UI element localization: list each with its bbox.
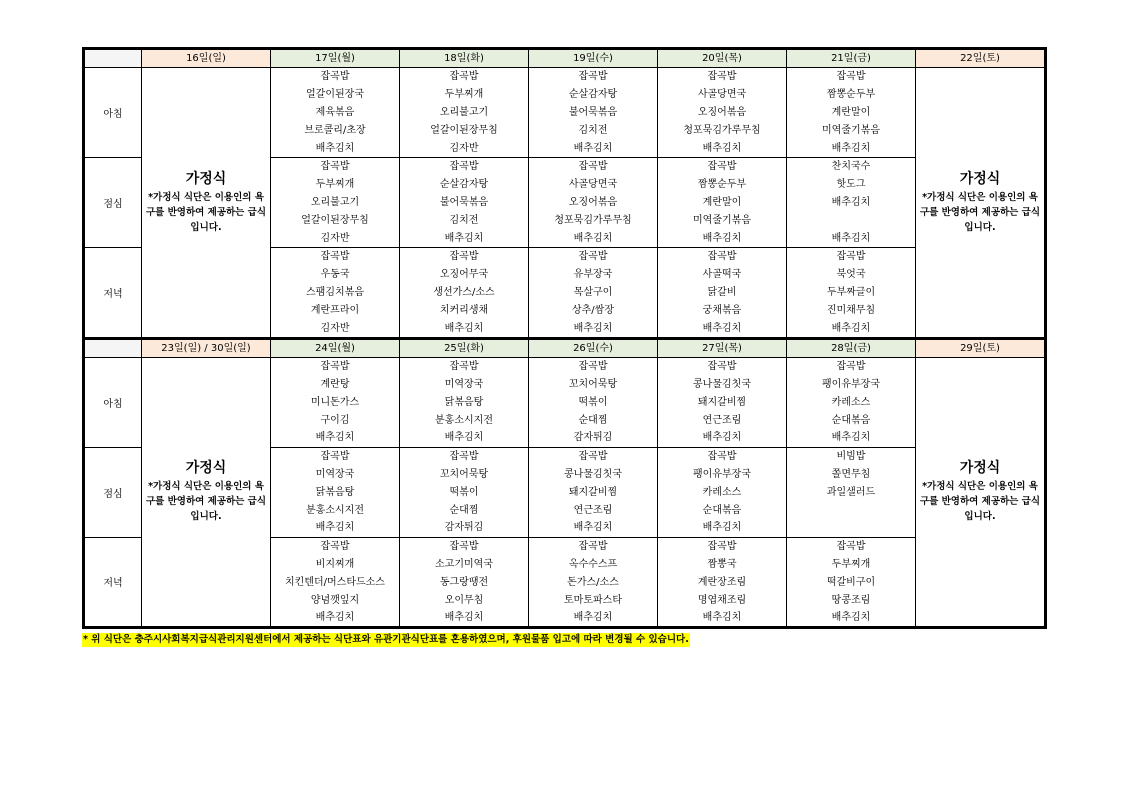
saturday-header: 22일(토) [916, 49, 1046, 68]
dish-cell: 옥수수스프 [529, 555, 658, 573]
dish-cell: 배추김치 [529, 320, 658, 339]
dish-cell: 두부찌개 [271, 176, 400, 194]
dish-cell: 오징어볶음 [529, 194, 658, 212]
meal-label-lunch: 점심 [84, 447, 142, 537]
dish-cell: 청포묵김가루무침 [529, 212, 658, 230]
dish-cell: 비빔밥 [787, 447, 916, 465]
meal-label-breakfast: 아침 [84, 68, 142, 158]
dish-cell: 배추김치 [787, 429, 916, 447]
dish-cell: 배추김치 [529, 609, 658, 628]
dish-cell: 오리불고기 [271, 194, 400, 212]
home-meal-title: 가정식 [185, 460, 227, 477]
dish-cell: 분홍소시지전 [271, 501, 400, 519]
corner-cell [84, 338, 142, 357]
dish-cell: 분홍소시지전 [400, 411, 529, 429]
saturday-home-meal [916, 68, 1046, 339]
dish-cell: 진미채무침 [787, 302, 916, 320]
dish-cell: 카레소스 [787, 393, 916, 411]
dish-cell: 목살구이 [529, 284, 658, 302]
week-header-row [84, 49, 1046, 68]
dish-cell: 배추김치 [787, 230, 916, 248]
home-meal-title: 가정식 [959, 460, 1001, 477]
dish-cell: 잡곡밥 [529, 158, 658, 176]
dish-cell: 잡곡밥 [787, 537, 916, 555]
dish-cell: 잡곡밥 [400, 357, 529, 375]
day-header: 17일(월) [271, 49, 400, 68]
dish-cell: 팽이유부장국 [658, 465, 787, 483]
dish-cell: 잡곡밥 [787, 357, 916, 375]
menu-table-body [84, 49, 1046, 628]
dish-cell: 계란말이 [787, 104, 916, 122]
dish-cell: 잡곡밥 [400, 68, 529, 86]
dish-cell: 배추김치 [787, 194, 916, 212]
dish-cell: 계란말이 [658, 194, 787, 212]
dish-cell: 불어묵볶음 [529, 104, 658, 122]
dish-cell: 배추김치 [787, 609, 916, 628]
dish-cell: 비지찌개 [271, 555, 400, 573]
dish-cell: 배추김치 [787, 140, 916, 158]
dish-cell: 짬뽕국 [658, 555, 787, 573]
dish-cell: 잡곡밥 [529, 357, 658, 375]
dish-cell: 돼지갈비찜 [658, 393, 787, 411]
dish-cell: 잡곡밥 [529, 248, 658, 266]
dish-cell: 배추김치 [787, 320, 916, 339]
home-meal-title: 가정식 [959, 170, 1001, 187]
dish-cell: 순대볶음 [658, 501, 787, 519]
saturday-home-meal [916, 357, 1046, 628]
dish-cell: 잡곡밥 [529, 447, 658, 465]
dish-cell: 닭볶음탕 [400, 393, 529, 411]
dish-cell: 돈가스/소스 [529, 573, 658, 591]
dish-cell: 배추김치 [529, 140, 658, 158]
dish-cell: 잡곡밥 [271, 158, 400, 176]
dish-cell: 짬뽕순두부 [658, 176, 787, 194]
home-meal-desc: *가정식 식단은 이용인의 욕구를 반영하여 제공하는 급식입니다. [919, 191, 1041, 233]
dish-cell: 잡곡밥 [529, 68, 658, 86]
dish-cell: 사골떡국 [658, 266, 787, 284]
dish-cell: 두부찌개 [787, 555, 916, 573]
dish-cell: 꼬치어묵탕 [529, 375, 658, 393]
dish-cell: 배추김치 [271, 429, 400, 447]
dish-cell: 미니돈가스 [271, 393, 400, 411]
dish-cell: 카레소스 [658, 483, 787, 501]
dish-cell: 잡곡밥 [271, 447, 400, 465]
dish-cell: 토마토파스타 [529, 591, 658, 609]
dish-cell: 배추김치 [658, 609, 787, 628]
dish-cell: 두부짜글이 [787, 284, 916, 302]
dish-cell: 잡곡밥 [271, 537, 400, 555]
dish-cell: 잡곡밥 [658, 357, 787, 375]
dish-cell: 떡갈비구이 [787, 573, 916, 591]
home-meal-desc: *가정식 식단은 이용인의 욕구를 반영하여 제공하는 급식입니다. [145, 191, 267, 233]
dish-cell: 배추김치 [400, 230, 529, 248]
dish-cell: 잡곡밥 [400, 158, 529, 176]
dish-cell: 배추김치 [271, 609, 400, 628]
dish-cell: 잡곡밥 [787, 68, 916, 86]
sunday-home-meal [142, 357, 271, 628]
dish-cell: 사골당면국 [529, 176, 658, 194]
dish-cell: 콩나물김칫국 [529, 465, 658, 483]
home-meal-title: 가정식 [185, 170, 227, 187]
dish-cell: 미역줄기볶음 [658, 212, 787, 230]
dish-cell: 배추김치 [529, 519, 658, 537]
dish-cell: 불어묵볶음 [400, 194, 529, 212]
dish-cell: 양념깻잎지 [271, 591, 400, 609]
day-header: 27일(목) [658, 338, 787, 357]
meal-label-dinner: 저녁 [84, 248, 142, 339]
dish-cell: 잡곡밥 [658, 447, 787, 465]
dish-cell: 잡곡밥 [658, 158, 787, 176]
sunday-home-meal [142, 68, 271, 339]
sunday-header: 16일(일) [142, 49, 271, 68]
dish-cell: 잡곡밥 [400, 447, 529, 465]
dish-cell: 얼갈이된장무침 [400, 122, 529, 140]
dish-cell: 잡곡밥 [787, 248, 916, 266]
dish-cell: 계란장조림 [658, 573, 787, 591]
dish-cell [787, 212, 916, 230]
dish-cell: 김치전 [529, 122, 658, 140]
dish-cell: 얼갈이된장국 [271, 86, 400, 104]
day-header: 24일(월) [271, 338, 400, 357]
dish-cell: 잡곡밥 [658, 248, 787, 266]
dish-cell: 잡곡밥 [271, 357, 400, 375]
dish-cell: 배추김치 [658, 230, 787, 248]
dish-cell: 미역장국 [400, 375, 529, 393]
home-meal-desc: *가정식 식단은 이용인의 욕구를 반영하여 제공하는 급식입니다. [919, 481, 1041, 523]
dish-cell: 브로콜리/초장 [271, 122, 400, 140]
day-header: 21일(금) [787, 49, 916, 68]
dish-cell [787, 519, 916, 537]
day-header: 28일(금) [787, 338, 916, 357]
day-header: 25일(화) [400, 338, 529, 357]
dish-cell: 꼬치어묵탕 [400, 465, 529, 483]
dish-cell: 김자반 [271, 320, 400, 339]
dish-cell: 김자반 [400, 140, 529, 158]
meal-label-lunch: 점심 [84, 158, 142, 248]
dish-cell: 청포묵김가루무침 [658, 122, 787, 140]
sunday-header: 23일(일) / 30일(일) [142, 338, 271, 357]
dish-cell: 감자튀김 [529, 429, 658, 447]
dish-cell: 잡곡밥 [529, 537, 658, 555]
dish-cell: 동그랑땡전 [400, 573, 529, 591]
dish-cell: 순살감자탕 [400, 176, 529, 194]
dish-cell: 배추김치 [658, 140, 787, 158]
dish-cell: 팽이유부장국 [787, 375, 916, 393]
dish-cell: 얼갈이된장무침 [271, 212, 400, 230]
dish-cell: 상추/쌈장 [529, 302, 658, 320]
dish-cell: 닭볶음탕 [271, 483, 400, 501]
dish-cell: 김치전 [400, 212, 529, 230]
dish-cell: 명엽채조림 [658, 591, 787, 609]
day-header: 18일(화) [400, 49, 529, 68]
dish-cell: 잡곡밥 [400, 537, 529, 555]
dish-cell: 배추김치 [400, 429, 529, 447]
dish-cell: 잡곡밥 [271, 68, 400, 86]
meal-label-breakfast: 아침 [84, 357, 142, 447]
dish-cell: 오징어볶음 [658, 104, 787, 122]
dish-cell: 미역장국 [271, 465, 400, 483]
dish-cell: 제육볶음 [271, 104, 400, 122]
dish-cell: 배추김치 [271, 140, 400, 158]
dish-cell: 오리불고기 [400, 104, 529, 122]
dish-cell: 생선가스/소스 [400, 284, 529, 302]
dish-cell: 치커리생채 [400, 302, 529, 320]
dish-cell: 두부찌개 [400, 86, 529, 104]
dish-cell: 잡곡밥 [658, 537, 787, 555]
dish-cell: 콩나물김칫국 [658, 375, 787, 393]
dish-cell: 오징어무국 [400, 266, 529, 284]
dish-cell: 배추김치 [271, 519, 400, 537]
menu-row [84, 68, 1046, 86]
dish-cell: 짬뽕순두부 [787, 86, 916, 104]
dish-cell: 잡곡밥 [400, 248, 529, 266]
dish-cell: 잡곡밥 [658, 68, 787, 86]
dish-cell [787, 501, 916, 519]
dish-cell: 배추김치 [400, 320, 529, 339]
dish-cell: 소고기미역국 [400, 555, 529, 573]
dish-cell: 쫄면무침 [787, 465, 916, 483]
dish-cell: 배추김치 [658, 429, 787, 447]
dish-cell: 우동국 [271, 266, 400, 284]
dish-cell: 땅콩조림 [787, 591, 916, 609]
day-header: 19일(수) [529, 49, 658, 68]
dish-cell: 배추김치 [529, 230, 658, 248]
dish-cell: 연근조림 [658, 411, 787, 429]
dish-cell: 배추김치 [658, 519, 787, 537]
dish-cell: 핫도그 [787, 176, 916, 194]
week-header-row [84, 338, 1046, 357]
dish-cell: 계란탕 [271, 375, 400, 393]
dish-cell: 순대찜 [400, 501, 529, 519]
dish-cell: 계란프라이 [271, 302, 400, 320]
dish-cell: 유부장국 [529, 266, 658, 284]
day-header: 26일(수) [529, 338, 658, 357]
dish-cell: 찬치국수 [787, 158, 916, 176]
dish-cell: 감자튀김 [400, 519, 529, 537]
meal-label-dinner: 저녁 [84, 537, 142, 628]
footnote: * 위 식단은 충주시사회복지급식관리지원센터에서 제공하는 식단표와 유관기관식단표를 혼용하였으며, 후원물품 입고에 따라 변경될 수 있습니다. [83, 634, 689, 645]
dish-cell: 김자반 [271, 230, 400, 248]
corner-cell [84, 49, 142, 68]
dish-cell: 구이김 [271, 411, 400, 429]
menu-row [84, 357, 1046, 375]
home-meal-desc: *가정식 식단은 이용인의 욕구를 반영하여 제공하는 급식입니다. [145, 481, 267, 523]
dish-cell: 사골당면국 [658, 86, 787, 104]
dish-cell: 배추김치 [400, 609, 529, 628]
menu-table [82, 47, 1047, 629]
dish-cell: 떡볶이 [529, 393, 658, 411]
dish-cell: 순살감자탕 [529, 86, 658, 104]
day-header: 20일(목) [658, 49, 787, 68]
dish-cell: 순대볶음 [787, 411, 916, 429]
dish-cell: 과일샐러드 [787, 483, 916, 501]
saturday-header: 29일(토) [916, 338, 1046, 357]
dish-cell: 잡곡밥 [271, 248, 400, 266]
dish-cell: 떡볶이 [400, 483, 529, 501]
dish-cell: 배추김치 [658, 320, 787, 339]
dish-cell: 돼지갈비찜 [529, 483, 658, 501]
dish-cell: 닭갈비 [658, 284, 787, 302]
dish-cell: 미역줄기볶음 [787, 122, 916, 140]
dish-cell: 북엇국 [787, 266, 916, 284]
dish-cell: 순대찜 [529, 411, 658, 429]
dish-cell: 궁채볶음 [658, 302, 787, 320]
dish-cell: 연근조림 [529, 501, 658, 519]
dish-cell: 치킨텐더/머스타드소스 [271, 573, 400, 591]
dish-cell: 오이무침 [400, 591, 529, 609]
dish-cell: 스팸김치볶음 [271, 284, 400, 302]
